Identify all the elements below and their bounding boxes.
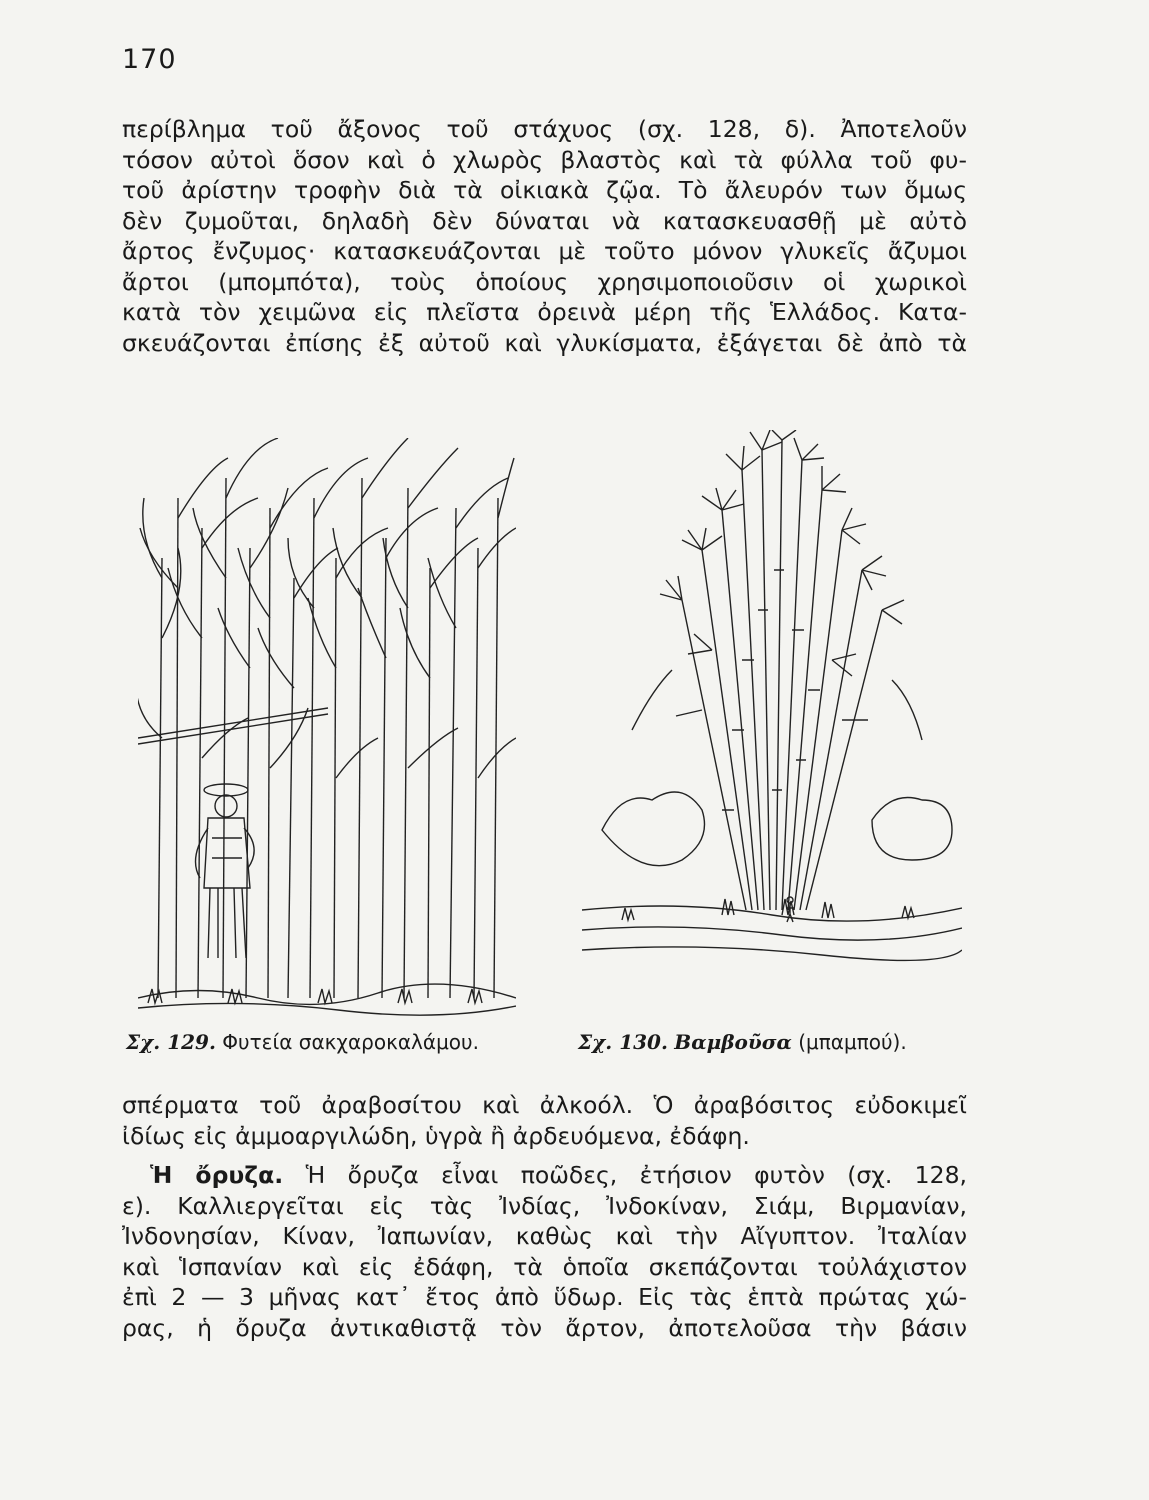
figure-129-name: Φυτεία σακχαροκαλάμου. <box>222 1030 479 1054</box>
text-line: σκευάζονται ἐπίσης ἐξ αὐτοῦ καὶ γλυκίσματα, ἐξάγεται δὲ ἀπὸ τὰ <box>122 328 967 357</box>
text-line: ρας, ἡ ὄρυζα ἀντικαθιστᾷ τὸν ἄρτον, ἀποτελοῦσα τὴν βάσιν <box>122 1313 967 1342</box>
paragraph-3 <box>122 1160 967 1343</box>
text-line: κατὰ τὸν χειμῶνα εἰς πλεῖστα ὀρεινὰ μέρη τῆς Ἑλλάδος. Κατα- <box>122 298 967 326</box>
sugarcane-plantation-illustration <box>138 438 516 1016</box>
figure-130-caption <box>578 1030 907 1054</box>
paragraph-2 <box>122 1090 967 1151</box>
bamboo-illustration <box>582 430 962 978</box>
figure-130-name: Βαμβοῦσα <box>674 1030 792 1054</box>
text-line: Ἰνδονησίαν, Κίναν, Ἰαπωνίαν, καθὼς καὶ τὴν Αἴγυπτον. Ἰταλίαν <box>122 1222 967 1250</box>
figure-130-name-paren: (μπαμπού). <box>798 1030 907 1054</box>
paragraph-1 <box>122 114 967 358</box>
text-line: ἄρτοι (μπομπότα), τοὺς ὁποίους χρησιμοποιοῦσιν οἱ χωρικοὶ <box>122 267 967 296</box>
text-line: δὲν ζυμοῦται, δηλαδὴ δὲν δύναται νὰ κατασκευασθῇ μὲ αὐτὸ <box>122 206 967 235</box>
text-line: τόσον αὐτοὶ ὅσον καὶ ὁ χλωρὸς βλαστὸς καὶ τὰ φύλλα τοῦ φυ- <box>122 145 967 174</box>
text-line: ἄρτος ἔνζυμος· κατασκευάζονται μὲ τοῦτο μόνον γλυκεῖς ἄζυμοι <box>122 237 967 265</box>
figure-130-label: Σχ. 130. <box>578 1030 668 1054</box>
first-line-rest: Ἡ ὄρυζα εἶναι ποῶδες, ἐτήσιον φυτὸν (σχ. 128, <box>305 1161 968 1189</box>
text-line: σπέρματα τοῦ ἀραβοσίτου καὶ ἀλκοόλ. Ὁ ἀραβόσιτος εὐδοκιμεῖ <box>122 1091 967 1119</box>
text-line: περίβλημα τοῦ ἄξονος τοῦ στάχυος (σχ. 128, δ). Ἀποτελοῦν <box>122 115 967 143</box>
text-line: τοῦ ἀρίστην τροφὴν διὰ τὰ οἰκιακὰ ζῷα. Τὸ ἄλευρόν των ὅμως <box>122 176 967 204</box>
figure-129-label: Σχ. 129. <box>126 1030 216 1054</box>
section-heading-rice: Ἡ ὄρυζα. <box>150 1161 284 1189</box>
text-line: ε). Καλλιεργεῖται εἰς τὰς Ἰνδίας, Ἰνδοκίναν, Σιάμ, Βιρμανίαν, <box>122 1191 967 1220</box>
page-number: 170 <box>122 44 177 75</box>
text-line: ἰδίως εἰς ἀμμοαργιλώδη, ὑγρὰ ἢ ἀρδευόμενα, ἐδάφη. <box>122 1121 750 1150</box>
text-line: ἐπὶ 2 — 3 μῆνας κατ᾿ ἔτος ἀπὸ ὕδωρ. Εἰς τὰς ἑπτὰ πρώτας χώ- <box>122 1283 967 1311</box>
text-line <box>122 1160 967 1191</box>
text-line: καὶ Ἱσπανίαν καὶ εἰς ἐδάφη, τὰ ὁποῖα σκεπάζονται τοὐλάχιστον <box>122 1252 967 1281</box>
figure-129-caption <box>126 1030 479 1054</box>
